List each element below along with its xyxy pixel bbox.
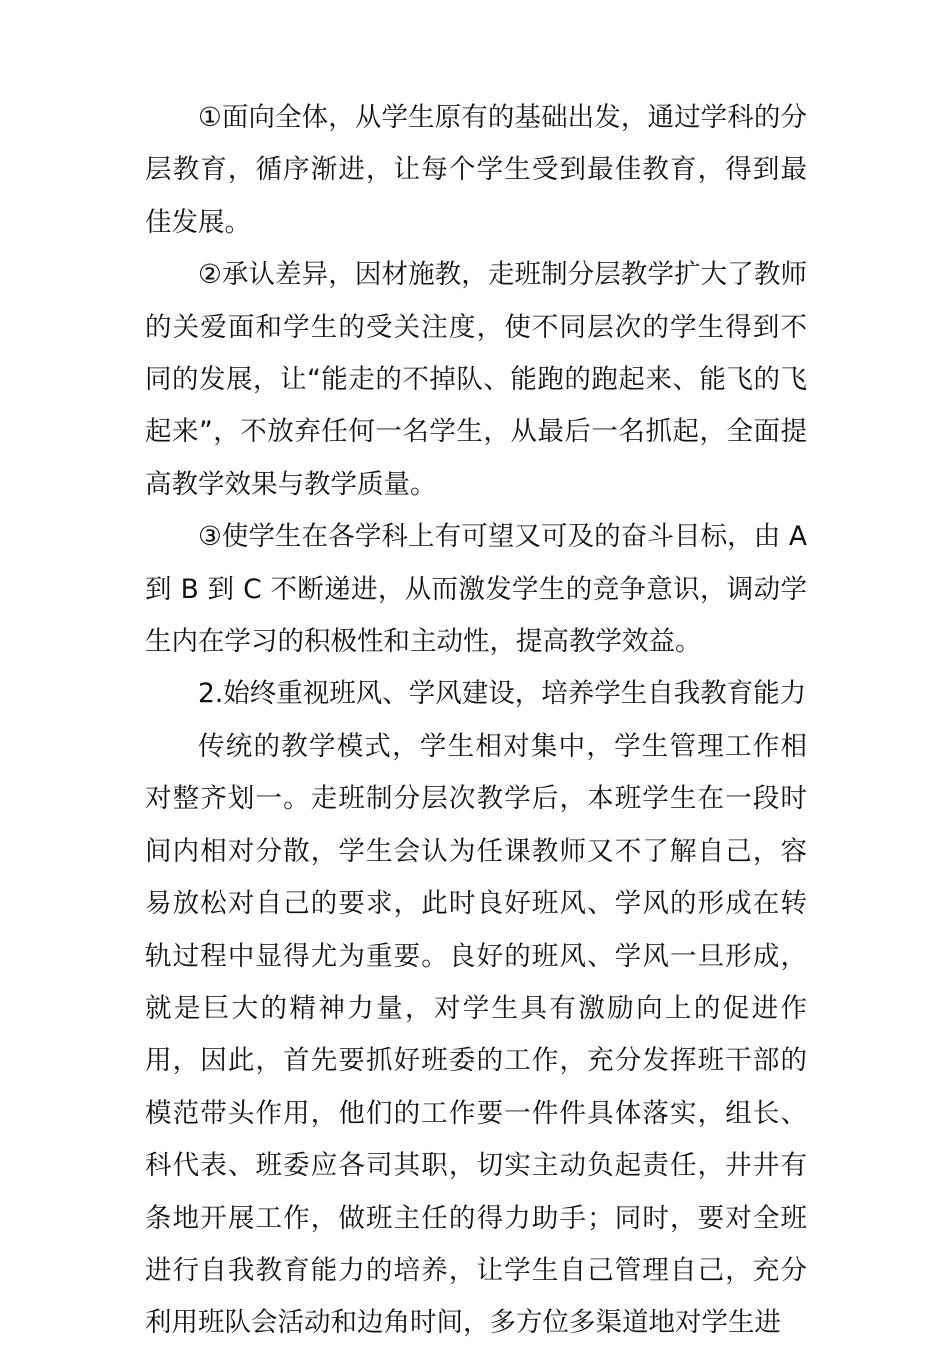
paragraph-goal-1: ①面向全体，从学生原有的基础出发，通过学科的分层教育，循序渐进，让每个学生受到最佳教育，得到最佳发展。 (145, 102, 807, 238)
paragraph-body: 传统的教学模式，学生相对集中，学生管理工作相对整齐划一。走班制分层次教学后，本班学生在一段时间内相对分散，学生会认为任课教师又不了解自己，容易放松对自己的要求，此时良好班风、学风的形成在转轨过程中显得尤为重要。良好的班风、学风一旦形成，就是巨大的精神力量，对学生具有激励向上的促进作用，因此，首先要抓好班委的工作，充分发挥班干部的模范带头作用，他们的工作要一件件具体落实，组长、科代表、班委应各司其职，切实主动负起责任，井井有条地开展工作，做班主任的得力助手；同时，要对全班进行自我教育能力的培养，让学生自己管理自己，充分利用班队会活动和边角时间，多方位多渠道地对学生进 (145, 730, 807, 1339)
document-body (145, 92, 807, 1350)
paragraph-goal-2: ②承认差异，因材施教，走班制分层教学扩大了教师的关爱面和学生的受关注度，使不同层次的学生得到不同的发展，让“能走的不掉队、能跑的跑起来、能飞的飞起来”，不放弃任何一名学生，从最后一名抓起，全面提高教学效果与教学质量。 (145, 259, 807, 500)
paragraph-goal-3: ③使学生在各学科上有可望又可及的奋斗目标，由 A 到 B 到 C 不断递进，从而激发学生的竞争意识，调动学生内在学习的积极性和主动性，提高教学效益。 (145, 521, 807, 658)
section-heading: 2.始终重视班风、学风建设，培养学生自我教育能力 (198, 678, 807, 710)
